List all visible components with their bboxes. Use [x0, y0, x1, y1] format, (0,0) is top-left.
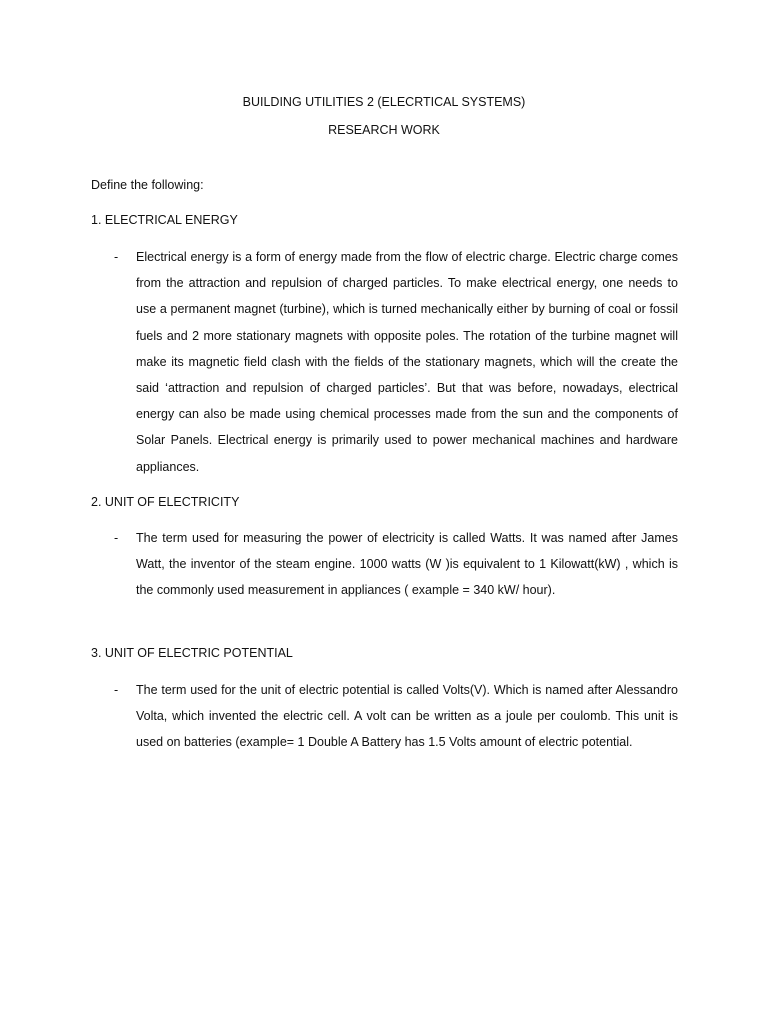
- bullet-dash: -: [114, 250, 119, 264]
- section-paragraph-electrical-energy: Electrical energy is a form of energy made from the flow of electric charge. Electric charge comes from the attraction and repulsion of charged particles. To make electrical energy, one needs to use a permanent magnet (turbine), which is turned mechanically either by burning of coal or fossil fuels and 2 more stationary magnets with opposite poles. The rotation of the turbine magnet will make its magnetic field clash with the fields of the stationary magnets, which will the create the said ‘attraction and repulsion of charged particles’. But that was before, nowadays, electrical energy can also be made using chemical processes made from the sun and the components of Solar Panels. Electrical energy is primarily used to power mechanical machines and hardware appliances.: [136, 250, 678, 474]
- document-subtitle: RESEARCH WORK: [328, 123, 440, 137]
- section-heading-unit-of-electricity: 2. UNIT OF ELECTRICITY: [91, 495, 240, 509]
- section-heading-electrical-energy: 1. ELECTRICAL ENERGY: [91, 213, 238, 227]
- section-paragraph-unit-of-electric-potential: The term used for the unit of electric potential is called Volts(V). Which is named after Alessandro Volta, which invented the electric cell. A volt can be written as a joule per coulomb. This unit is used on batteries (example= 1 Double A Battery has 1.5 Volts amount of electric potential.: [136, 683, 678, 750]
- document-title: BUILDING UTILITIES 2 (ELECRTICAL SYSTEMS): [242, 95, 526, 109]
- bullet-dash: -: [114, 683, 119, 697]
- section-paragraph-unit-of-electricity: The term used for measuring the power of electricity is called Watts. It was named after James Watt, the inventor of the steam engine. 1000 watts (W )is equivalent to 1 Kilowatt(kW) , which is the commonly used measurement in appliances ( example = 340 kW/ hour).: [136, 531, 678, 598]
- bullet-dash: -: [114, 531, 119, 545]
- section-heading-unit-of-electric-potential: 3. UNIT OF ELECTRIC POTENTIAL: [91, 646, 293, 660]
- intro-text: Define the following:: [91, 178, 204, 192]
